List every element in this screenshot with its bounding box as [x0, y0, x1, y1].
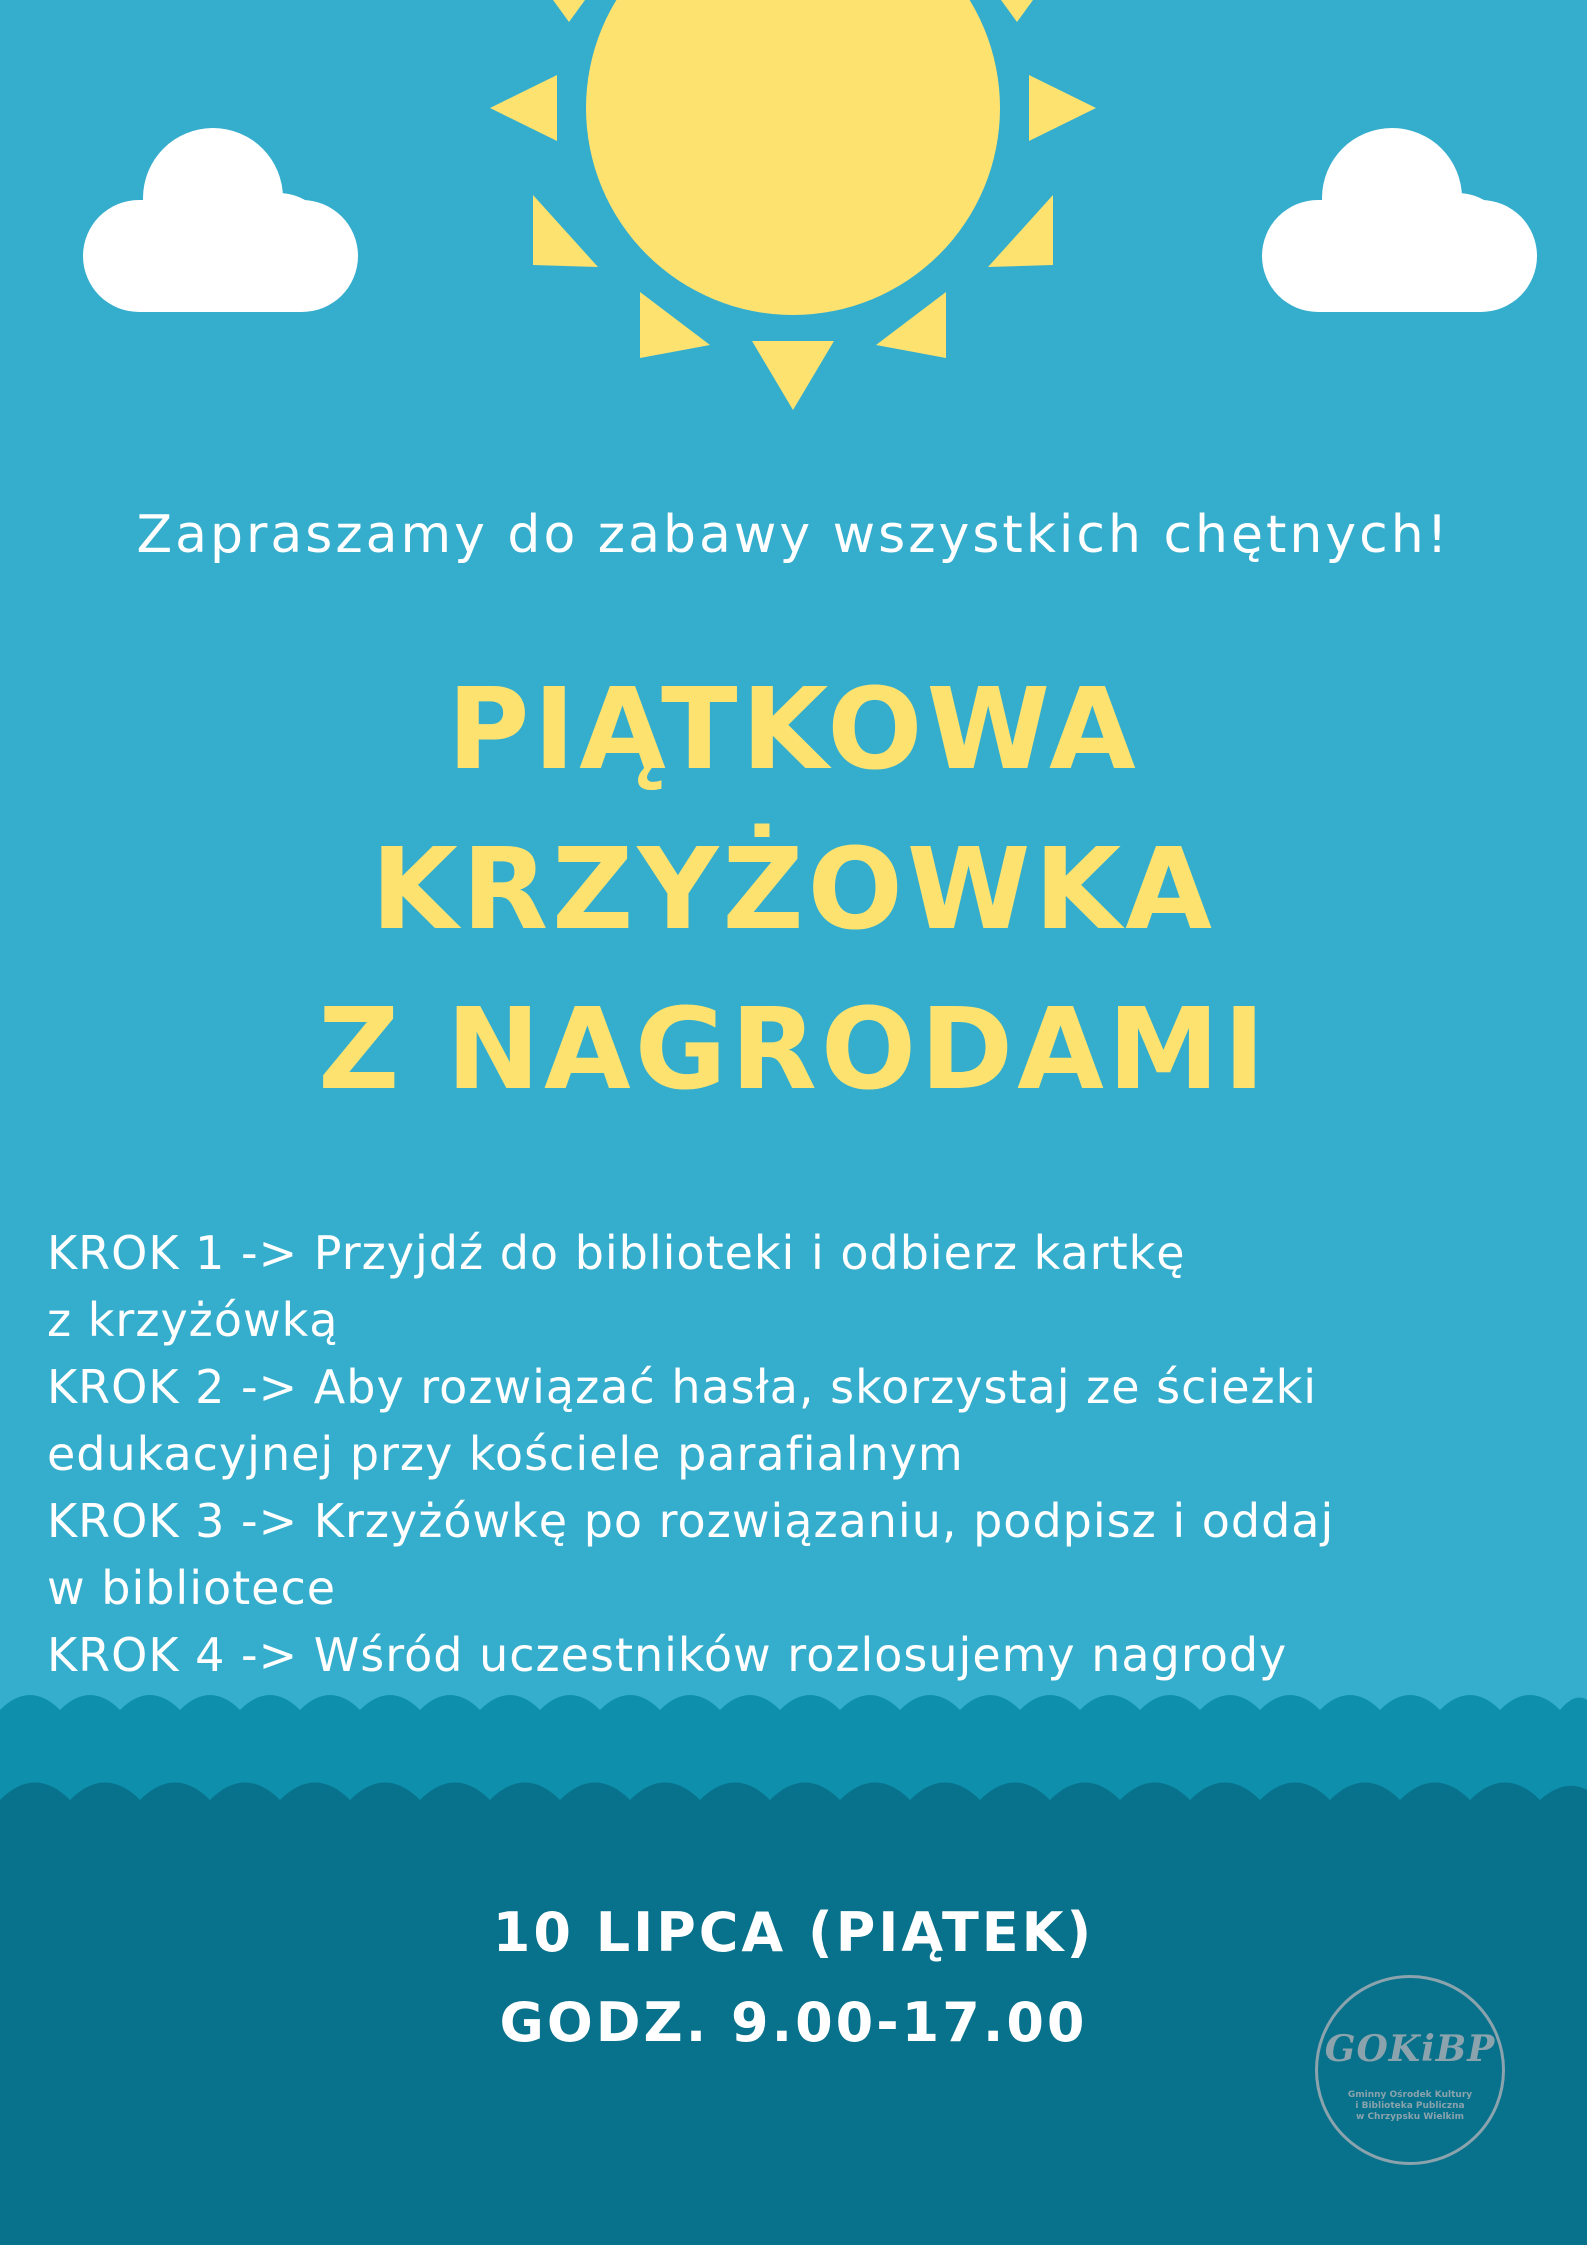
logo-caption-line: w Chrzypsku Wielkim: [1356, 2112, 1464, 2122]
invitation-subtitle: Zapraszamy do zabawy wszystkich chętnych!: [136, 505, 1451, 565]
step-line: KROK 3 -> Krzyżówkę po rozwiązaniu, podpisz i oddaj: [47, 1494, 1335, 1548]
logo-caption-line: Gminny Ośrodek Kultury: [1347, 2090, 1473, 2100]
step-line: edukacyjnej przy kościele parafialnym: [47, 1427, 964, 1481]
step-line: z krzyżówką: [47, 1293, 339, 1347]
gokibp-logo: [1315, 1975, 1505, 2165]
step-line: w bibliotece: [47, 1561, 337, 1615]
cloud-left-icon: [83, 128, 358, 312]
step-line: KROK 1 -> Przyjdź do biblioteki i odbierz kartkę: [47, 1226, 1186, 1280]
logo-caption: [1338, 2090, 1482, 2123]
cloud-right-icon: [1262, 128, 1537, 312]
event-hours: GODZ. 9.00-17.00: [499, 1991, 1088, 2054]
logo-name: GOKiBP: [1324, 2028, 1496, 2070]
title-line-3: Z NAGRODAMI: [318, 985, 1269, 1115]
steps-list: [47, 1220, 1557, 1689]
title-line-1: PIĄTKOWA: [447, 665, 1140, 795]
step-line: KROK 4 -> Wśród uczestników rozlosujemy nagrody: [47, 1628, 1288, 1682]
sun-icon: [490, 0, 1096, 410]
title-line-2: KRZYŻOWKA: [371, 825, 1216, 955]
step-line: KROK 2 -> Aby rozwiązać hasła, skorzystaj ze ścieżki: [47, 1360, 1318, 1414]
poster-title: [0, 650, 1587, 1130]
sky-decoration: [0, 0, 1587, 500]
logo-caption-line: i Biblioteka Publiczna: [1355, 2101, 1465, 2111]
event-date: 10 LIPCA (PIĄTEK): [492, 1901, 1095, 1964]
